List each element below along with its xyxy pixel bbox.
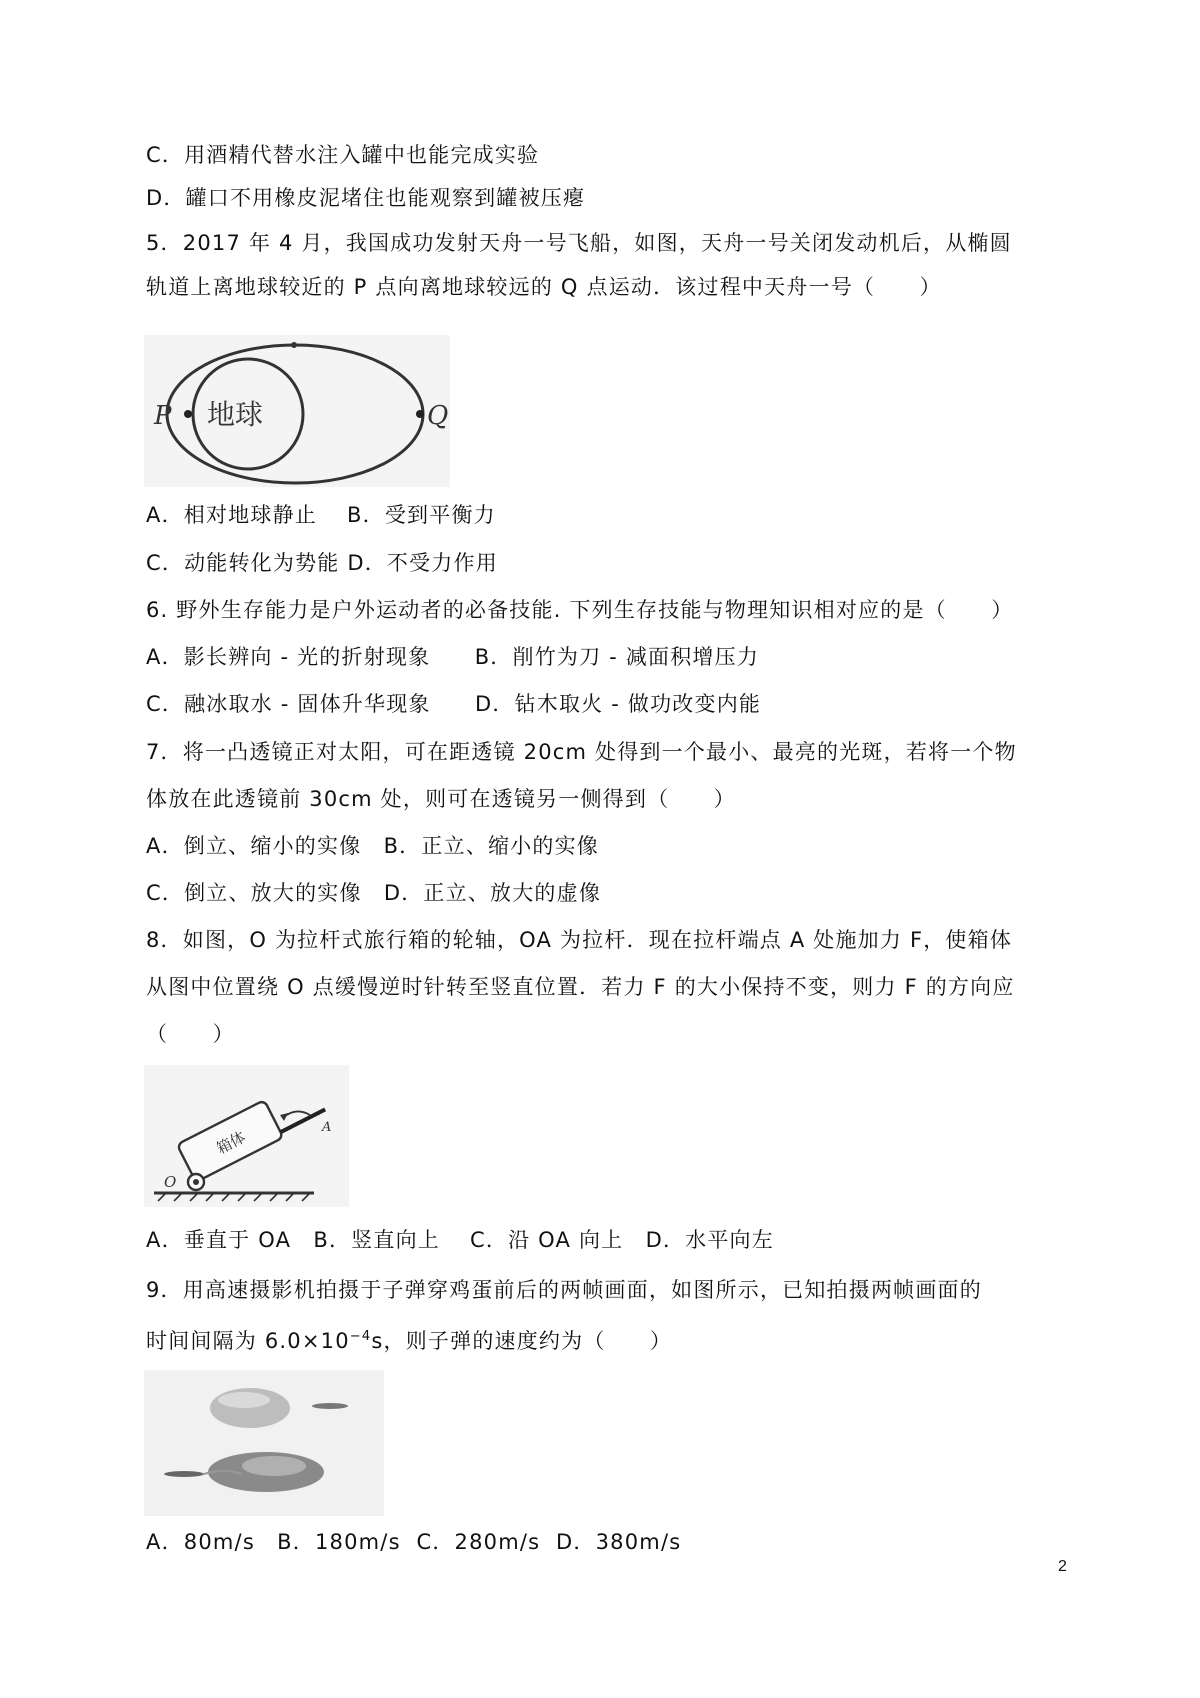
suitcase-group (177, 1077, 328, 1182)
q9-interval-suffix: s，则子弹的速度约为（ ） (371, 1329, 673, 1353)
bullet-egg-photo (144, 1370, 384, 1516)
q9-stem-line2 (146, 1323, 672, 1355)
q7-options-ab: A．倒立、缩小的实像 B．正立、缩小的实像 (146, 834, 599, 858)
q5-stem-line1: 5．2017 年 4 月，我国成功发射天舟一号飞船，如图，天舟一号关闭发动机后，从椭圆 (146, 231, 1012, 255)
q5-options-cd: C．动能转化为势能 D．不受力作用 (146, 551, 498, 575)
luggage-figure (144, 1065, 349, 1207)
q9-stem-line1: 9．用高速摄影机拍摄于子弹穿鸡蛋前后的两帧画面，如图所示，已知拍摄两帧画面的 (146, 1278, 982, 1302)
orbit-diagram (144, 335, 450, 487)
bullet-after (164, 1471, 204, 1477)
q5-options-ab: A．相对地球静止 B．受到平衡力 (146, 503, 496, 527)
q8-stem-line3: （ ） (146, 1022, 235, 1046)
q9-options: A．80m/s B．180m/s C．280m/s D．380m/s (146, 1530, 682, 1554)
orbit-figure (144, 335, 450, 487)
q7-stem-line1: 7．将一凸透镜正对太阳，可在距透镜 20cm 处得到一个最小、最亮的光斑，若将一个物 (146, 740, 1017, 764)
earth-label: 地球 (207, 398, 264, 431)
luggage-diagram (144, 1065, 349, 1207)
q6-stem: 6. 野外生存能力是户外运动者的必备技能. 下列生存技能与物理知识相对应的是（ ） (146, 598, 1014, 622)
bullet-egg-drawing (144, 1370, 384, 1516)
a-label: A (322, 1120, 332, 1135)
q9-interval-exponent: −4 (349, 1329, 372, 1344)
page-number: 2 (1058, 1558, 1067, 1575)
bullet-before (312, 1403, 348, 1409)
suitcase-label: 箱体 (213, 1127, 249, 1158)
p-label: P (154, 401, 172, 431)
q-label: Q (427, 401, 449, 431)
q4-option-d: D．罐口不用橡皮泥堵住也能观察到罐被压瘪 (146, 186, 586, 210)
q8-stem-line1: 8．如图，O 为拉杆式旅行箱的轮轴，OA 为拉杆．现在拉杆端点 A 处施加力 F，使箱体 (146, 928, 1013, 952)
q8-options: A．垂直于 OA B．竖直向上 C．沿 OA 向上 D．水平向左 (146, 1228, 774, 1252)
wheel-axle (193, 1179, 199, 1185)
q6-options-ab: A．影长辨向 - 光的折射现象 B．削竹为刀 - 减面积增压力 (146, 645, 760, 669)
q4-option-c: C．用酒精代替水注入罐中也能完成实验 (146, 143, 540, 167)
orbit-top-mark (291, 342, 297, 348)
point-p-dot (184, 410, 192, 418)
orbit-ellipse (167, 345, 423, 483)
rotation-arrowhead (280, 1113, 288, 1121)
point-q-dot (416, 410, 424, 418)
q9-interval-prefix: 时间间隔为 6.0×10 (146, 1329, 350, 1353)
q7-options-cd: C．倒立、放大的实像 D．正立、放大的虚像 (146, 881, 602, 905)
q7-stem-line2: 体放在此透镜前 30cm 处，则可在透镜另一侧得到（ ） (146, 787, 736, 811)
q5-stem-line2: 轨道上离地球较近的 P 点向离地球较远的 Q 点运动．该过程中天舟一号（ ） (146, 275, 942, 299)
o-label: O (164, 1173, 177, 1191)
egg-broken-highlight (242, 1456, 306, 1476)
egg-highlight (218, 1392, 270, 1408)
q6-options-cd: C．融冰取水 - 固体升华现象 D．钻木取火 - 做功改变内能 (146, 692, 762, 716)
q8-stem-line2: 从图中位置绕 O 点缓慢逆时针转至竖直位置．若力 F 的大小保持不变，则力 F 的方向应 (146, 975, 1015, 999)
rotation-arrow (284, 1111, 310, 1117)
